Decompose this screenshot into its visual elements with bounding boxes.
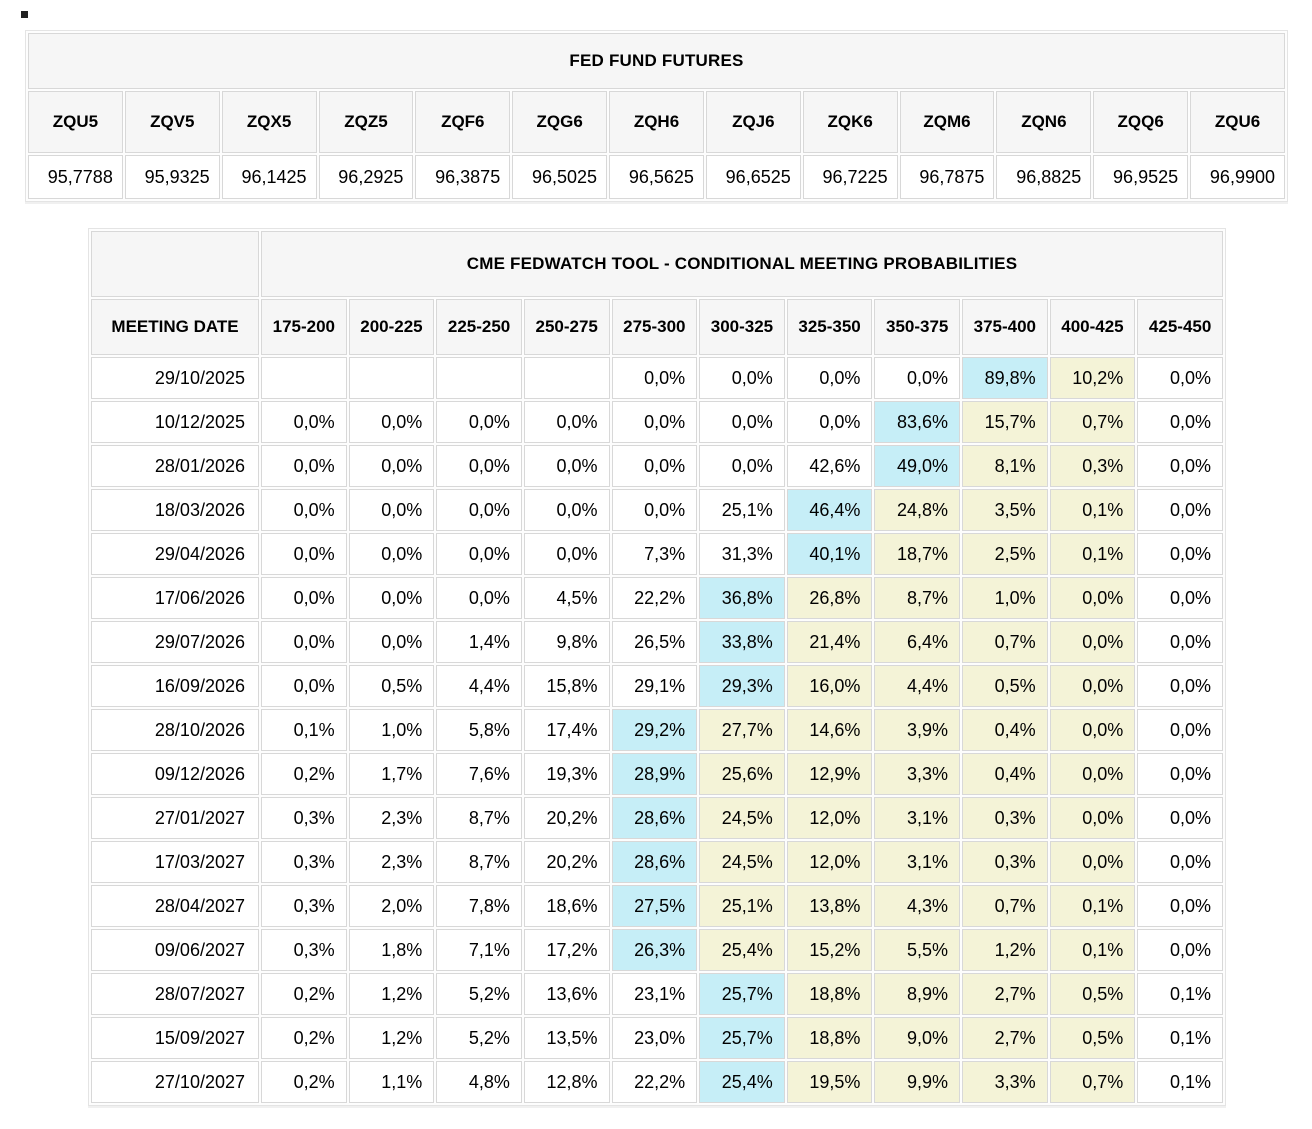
meeting-row-28-04-2027: [91, 885, 1223, 927]
probability-cell-275-300: 22,2%: [612, 577, 698, 619]
futures-price-zqu6: 96,9900: [1190, 155, 1285, 199]
probability-cell-425-450: 0,0%: [1137, 445, 1223, 487]
meeting-date: 09/06/2027: [91, 929, 259, 971]
probability-cell-375-400: 0,5%: [962, 665, 1048, 707]
probability-cell-425-450: 0,0%: [1137, 753, 1223, 795]
probability-cell-325-350: 18,8%: [787, 973, 873, 1015]
futures-price-zqz5: 96,2925: [319, 155, 414, 199]
probability-cell-375-400: 0,7%: [962, 621, 1048, 663]
probability-cell-375-400: 2,7%: [962, 973, 1048, 1015]
probability-cell-325-350: 46,4%: [787, 489, 873, 531]
probability-cell-375-400: 0,4%: [962, 709, 1048, 751]
probability-cell-400-425: 0,0%: [1050, 709, 1136, 751]
probability-cell-275-300: 29,1%: [612, 665, 698, 707]
futures-contract-zqm6: ZQM6: [900, 91, 995, 153]
probability-cell-350-375: 18,7%: [874, 533, 960, 575]
probability-cell-300-325: 36,8%: [699, 577, 785, 619]
screenshot-corner-artifact: [21, 11, 28, 18]
meeting-date: 10/12/2025: [91, 401, 259, 443]
meeting-date: 16/09/2026: [91, 665, 259, 707]
futures-price-zqv5: 95,9325: [125, 155, 220, 199]
probability-cell-275-300: 29,2%: [612, 709, 698, 751]
probability-cell-400-425: 0,1%: [1050, 489, 1136, 531]
probability-cell-200-225: 0,0%: [349, 489, 435, 531]
probability-cell-200-225: 0,5%: [349, 665, 435, 707]
fed-fund-futures-table: [25, 30, 1288, 202]
probability-cell-375-400: 0,3%: [962, 797, 1048, 839]
probability-cell-250-275: 9,8%: [524, 621, 610, 663]
probability-cell-400-425: 0,1%: [1050, 533, 1136, 575]
probability-cell-400-425: 0,7%: [1050, 1061, 1136, 1103]
fedwatch-table-head: [91, 231, 1223, 355]
probability-cell-400-425: 0,3%: [1050, 445, 1136, 487]
rate-range-header-300-325: 300-325: [699, 299, 785, 355]
probability-cell-400-425: 0,1%: [1050, 929, 1136, 971]
probability-cell-325-350: 21,4%: [787, 621, 873, 663]
probability-cell-250-275: 12,8%: [524, 1061, 610, 1103]
probability-cell-400-425: 0,0%: [1050, 621, 1136, 663]
probability-cell-200-225: 2,3%: [349, 797, 435, 839]
probability-cell-350-375: 0,0%: [874, 357, 960, 399]
meeting-date-header: MEETING DATE: [91, 299, 259, 355]
probability-cell-425-450: 0,0%: [1137, 577, 1223, 619]
meeting-row-15-09-2027: [91, 1017, 1223, 1059]
rate-range-header-350-375: 350-375: [874, 299, 960, 355]
probability-cell-250-275: 15,8%: [524, 665, 610, 707]
probability-cell-175-200: 0,3%: [261, 797, 347, 839]
fedwatch-table-title: CME FEDWATCH TOOL - CONDITIONAL MEETING PROBABILITIES: [261, 231, 1223, 297]
probability-cell-200-225: [349, 357, 435, 399]
futures-price-zqm6: 96,7875: [900, 155, 995, 199]
futures-contract-zqj6: ZQJ6: [706, 91, 801, 153]
probability-cell-250-275: 20,2%: [524, 841, 610, 883]
probability-cell-325-350: 12,0%: [787, 797, 873, 839]
probability-cell-425-450: 0,0%: [1137, 885, 1223, 927]
probability-cell-175-200: 0,3%: [261, 885, 347, 927]
meeting-date: 15/09/2027: [91, 1017, 259, 1059]
meeting-date: 17/03/2027: [91, 841, 259, 883]
probability-cell-300-325: 31,3%: [699, 533, 785, 575]
probability-cell-325-350: 0,0%: [787, 357, 873, 399]
probability-cell-200-225: 1,1%: [349, 1061, 435, 1103]
futures-contract-zqq6: ZQQ6: [1093, 91, 1188, 153]
probability-cell-300-325: 25,4%: [699, 1061, 785, 1103]
futures-price-zqf6: 96,3875: [415, 155, 510, 199]
probability-cell-200-225: 2,3%: [349, 841, 435, 883]
probability-cell-375-400: 3,3%: [962, 1061, 1048, 1103]
meeting-date: 09/12/2026: [91, 753, 259, 795]
probability-cell-350-375: 3,3%: [874, 753, 960, 795]
probability-cell-225-250: 0,0%: [436, 401, 522, 443]
probability-cell-300-325: 24,5%: [699, 841, 785, 883]
meeting-row-27-10-2027: [91, 1061, 1223, 1103]
probability-cell-225-250: 0,0%: [436, 445, 522, 487]
probability-cell-225-250: 4,8%: [436, 1061, 522, 1103]
probability-cell-325-350: 0,0%: [787, 401, 873, 443]
meeting-date: 29/10/2025: [91, 357, 259, 399]
futures-contract-zqu5: ZQU5: [28, 91, 123, 153]
probability-cell-200-225: 1,8%: [349, 929, 435, 971]
futures-title-row: [28, 33, 1285, 89]
probability-cell-325-350: 42,6%: [787, 445, 873, 487]
meeting-date: 28/07/2027: [91, 973, 259, 1015]
futures-price-zqq6: 96,9525: [1093, 155, 1188, 199]
probability-cell-225-250: 8,7%: [436, 841, 522, 883]
probability-cell-425-450: 0,0%: [1137, 709, 1223, 751]
futures-contract-zqk6: ZQK6: [803, 91, 898, 153]
probability-cell-300-325: 25,4%: [699, 929, 785, 971]
probability-cell-350-375: 5,5%: [874, 929, 960, 971]
meeting-date: 17/06/2026: [91, 577, 259, 619]
futures-value-row: [28, 155, 1285, 199]
probability-cell-200-225: 1,7%: [349, 753, 435, 795]
probability-cell-300-325: 25,6%: [699, 753, 785, 795]
probability-cell-200-225: 0,0%: [349, 445, 435, 487]
futures-contract-zqh6: ZQH6: [609, 91, 704, 153]
futures-price-zqk6: 96,7225: [803, 155, 898, 199]
probability-cell-325-350: 12,9%: [787, 753, 873, 795]
probability-cell-325-350: 15,2%: [787, 929, 873, 971]
probability-cell-175-200: 0,2%: [261, 1017, 347, 1059]
meeting-date: 28/04/2027: [91, 885, 259, 927]
fedwatch-title-row: [91, 231, 1223, 297]
probability-cell-375-400: 1,0%: [962, 577, 1048, 619]
probability-cell-350-375: 8,9%: [874, 973, 960, 1015]
probability-cell-375-400: 2,5%: [962, 533, 1048, 575]
probability-cell-175-200: 0,0%: [261, 445, 347, 487]
probability-cell-325-350: 18,8%: [787, 1017, 873, 1059]
meeting-row-16-09-2026: [91, 665, 1223, 707]
probability-cell-250-275: 0,0%: [524, 533, 610, 575]
probability-cell-350-375: 4,3%: [874, 885, 960, 927]
rate-range-header-425-450: 425-450: [1137, 299, 1223, 355]
probability-cell-300-325: 25,7%: [699, 973, 785, 1015]
probability-cell-225-250: [436, 357, 522, 399]
probability-cell-350-375: 8,7%: [874, 577, 960, 619]
probability-cell-200-225: 1,2%: [349, 973, 435, 1015]
meeting-row-29-04-2026: [91, 533, 1223, 575]
futures-contract-zqn6: ZQN6: [996, 91, 1091, 153]
probability-cell-350-375: 9,0%: [874, 1017, 960, 1059]
probability-cell-250-275: 13,5%: [524, 1017, 610, 1059]
meeting-date: 28/01/2026: [91, 445, 259, 487]
futures-contract-zqz5: ZQZ5: [319, 91, 414, 153]
probability-cell-300-325: 25,7%: [699, 1017, 785, 1059]
probability-cell-175-200: 0,2%: [261, 1061, 347, 1103]
probability-cell-225-250: 7,1%: [436, 929, 522, 971]
probability-cell-425-450: 0,0%: [1137, 357, 1223, 399]
futures-contract-zqu6: ZQU6: [1190, 91, 1285, 153]
probability-cell-300-325: 0,0%: [699, 401, 785, 443]
probability-cell-425-450: 0,0%: [1137, 621, 1223, 663]
probability-cell-425-450: 0,1%: [1137, 973, 1223, 1015]
probability-cell-200-225: 1,2%: [349, 1017, 435, 1059]
probability-cell-325-350: 13,8%: [787, 885, 873, 927]
futures-contract-zqf6: ZQF6: [415, 91, 510, 153]
meeting-date: 29/04/2026: [91, 533, 259, 575]
probability-cell-325-350: 12,0%: [787, 841, 873, 883]
probability-cell-175-200: 0,0%: [261, 401, 347, 443]
rate-range-header-375-400: 375-400: [962, 299, 1048, 355]
probability-cell-250-275: 4,5%: [524, 577, 610, 619]
probability-cell-175-200: 0,0%: [261, 577, 347, 619]
probability-cell-425-450: 0,0%: [1137, 489, 1223, 531]
probability-cell-250-275: 0,0%: [524, 489, 610, 531]
probability-cell-250-275: 19,3%: [524, 753, 610, 795]
probability-cell-225-250: 1,4%: [436, 621, 522, 663]
probability-cell-325-350: 26,8%: [787, 577, 873, 619]
probability-cell-175-200: 0,1%: [261, 709, 347, 751]
probability-cell-300-325: 0,0%: [699, 357, 785, 399]
meeting-row-17-06-2026: [91, 577, 1223, 619]
probability-cell-200-225: 0,0%: [349, 577, 435, 619]
probability-cell-375-400: 8,1%: [962, 445, 1048, 487]
probability-cell-400-425: 0,0%: [1050, 797, 1136, 839]
rate-range-header-400-425: 400-425: [1050, 299, 1136, 355]
probability-cell-275-300: 22,2%: [612, 1061, 698, 1103]
probability-cell-250-275: 18,6%: [524, 885, 610, 927]
futures-contract-zqv5: ZQV5: [125, 91, 220, 153]
futures-table-head: [28, 33, 1285, 153]
probability-cell-225-250: 4,4%: [436, 665, 522, 707]
futures-price-zqu5: 95,7788: [28, 155, 123, 199]
futures-price-zqg6: 96,5025: [512, 155, 607, 199]
probability-cell-375-400: 89,8%: [962, 357, 1048, 399]
probability-cell-225-250: 0,0%: [436, 489, 522, 531]
probability-cell-275-300: 7,3%: [612, 533, 698, 575]
meeting-date: 18/03/2026: [91, 489, 259, 531]
probability-cell-250-275: [524, 357, 610, 399]
probability-cell-300-325: 29,3%: [699, 665, 785, 707]
probability-cell-425-450: 0,0%: [1137, 797, 1223, 839]
probability-cell-300-325: 24,5%: [699, 797, 785, 839]
probability-cell-350-375: 49,0%: [874, 445, 960, 487]
probability-cell-300-325: 33,8%: [699, 621, 785, 663]
probability-cell-275-300: 0,0%: [612, 489, 698, 531]
futures-price-zqh6: 96,5625: [609, 155, 704, 199]
probability-cell-300-325: 0,0%: [699, 445, 785, 487]
probability-cell-425-450: 0,0%: [1137, 533, 1223, 575]
probability-cell-275-300: 27,5%: [612, 885, 698, 927]
probability-cell-275-300: 28,6%: [612, 841, 698, 883]
probability-cell-375-400: 0,7%: [962, 885, 1048, 927]
probability-cell-425-450: 0,0%: [1137, 665, 1223, 707]
probability-cell-375-400: 3,5%: [962, 489, 1048, 531]
probability-cell-300-325: 25,1%: [699, 489, 785, 531]
meeting-row-18-03-2026: [91, 489, 1223, 531]
probability-cell-375-400: 0,4%: [962, 753, 1048, 795]
probability-cell-400-425: 0,7%: [1050, 401, 1136, 443]
probability-cell-250-275: 17,2%: [524, 929, 610, 971]
probability-cell-350-375: 83,6%: [874, 401, 960, 443]
probability-cell-350-375: 4,4%: [874, 665, 960, 707]
cme-fedwatch-table: [88, 228, 1226, 1106]
probability-cell-350-375: 3,1%: [874, 797, 960, 839]
probability-cell-400-425: 10,2%: [1050, 357, 1136, 399]
futures-header-row: [28, 91, 1285, 153]
fedwatch-table-body: [91, 357, 1223, 1103]
probability-cell-250-275: 0,0%: [524, 401, 610, 443]
meeting-row-09-06-2027: [91, 929, 1223, 971]
probability-cell-225-250: 5,2%: [436, 973, 522, 1015]
meeting-date: 27/10/2027: [91, 1061, 259, 1103]
probability-cell-225-250: 8,7%: [436, 797, 522, 839]
rate-range-header-200-225: 200-225: [349, 299, 435, 355]
futures-contract-zqg6: ZQG6: [512, 91, 607, 153]
meeting-row-29-07-2026: [91, 621, 1223, 663]
probability-cell-200-225: 1,0%: [349, 709, 435, 751]
probability-cell-350-375: 6,4%: [874, 621, 960, 663]
probability-cell-225-250: 7,6%: [436, 753, 522, 795]
probability-cell-175-200: 0,0%: [261, 621, 347, 663]
meeting-row-10-12-2025: [91, 401, 1223, 443]
probability-cell-275-300: 26,3%: [612, 929, 698, 971]
probability-cell-175-200: 0,3%: [261, 841, 347, 883]
probability-cell-175-200: 0,2%: [261, 753, 347, 795]
probability-cell-425-450: 0,0%: [1137, 401, 1223, 443]
rate-range-header-325-350: 325-350: [787, 299, 873, 355]
probability-cell-175-200: 0,0%: [261, 489, 347, 531]
probability-cell-275-300: 23,0%: [612, 1017, 698, 1059]
probability-cell-175-200: [261, 357, 347, 399]
probability-cell-400-425: 0,0%: [1050, 841, 1136, 883]
probability-cell-225-250: 5,8%: [436, 709, 522, 751]
probability-cell-225-250: 5,2%: [436, 1017, 522, 1059]
probability-cell-375-400: 1,2%: [962, 929, 1048, 971]
probability-cell-300-325: 25,1%: [699, 885, 785, 927]
probability-cell-250-275: 17,4%: [524, 709, 610, 751]
probability-cell-200-225: 0,0%: [349, 401, 435, 443]
probability-cell-350-375: 3,1%: [874, 841, 960, 883]
probability-cell-350-375: 9,9%: [874, 1061, 960, 1103]
probability-cell-325-350: 16,0%: [787, 665, 873, 707]
probability-cell-400-425: 0,5%: [1050, 973, 1136, 1015]
rate-range-header-175-200: 175-200: [261, 299, 347, 355]
probability-cell-275-300: 28,9%: [612, 753, 698, 795]
probability-cell-250-275: 13,6%: [524, 973, 610, 1015]
probability-cell-425-450: 0,0%: [1137, 929, 1223, 971]
probability-cell-175-200: 0,0%: [261, 665, 347, 707]
probability-cell-275-300: 28,6%: [612, 797, 698, 839]
meeting-row-27-01-2027: [91, 797, 1223, 839]
futures-price-zqn6: 96,8825: [996, 155, 1091, 199]
probability-cell-175-200: 0,3%: [261, 929, 347, 971]
meeting-date: 27/01/2027: [91, 797, 259, 839]
probability-cell-375-400: 15,7%: [962, 401, 1048, 443]
meeting-row-28-01-2026: [91, 445, 1223, 487]
futures-table-title: FED FUND FUTURES: [28, 33, 1285, 89]
probability-cell-275-300: 26,5%: [612, 621, 698, 663]
probability-cell-300-325: 27,7%: [699, 709, 785, 751]
meeting-row-09-12-2026: [91, 753, 1223, 795]
probability-cell-225-250: 7,8%: [436, 885, 522, 927]
probability-cell-350-375: 24,8%: [874, 489, 960, 531]
fedwatch-corner-cell: [91, 231, 259, 297]
meeting-row-17-03-2027: [91, 841, 1223, 883]
probability-cell-400-425: 0,0%: [1050, 577, 1136, 619]
fedwatch-header-row: [91, 299, 1223, 355]
rate-range-header-225-250: 225-250: [436, 299, 522, 355]
probability-cell-325-350: 40,1%: [787, 533, 873, 575]
probability-cell-250-275: 0,0%: [524, 445, 610, 487]
probability-cell-325-350: 14,6%: [787, 709, 873, 751]
probability-cell-200-225: 2,0%: [349, 885, 435, 927]
probability-cell-425-450: 0,0%: [1137, 841, 1223, 883]
probability-cell-275-300: 0,0%: [612, 445, 698, 487]
futures-contract-zqx5: ZQX5: [222, 91, 317, 153]
probability-cell-375-400: 2,7%: [962, 1017, 1048, 1059]
probability-cell-400-425: 0,0%: [1050, 753, 1136, 795]
futures-price-zqx5: 96,1425: [222, 155, 317, 199]
probability-cell-400-425: 0,1%: [1050, 885, 1136, 927]
probability-cell-175-200: 0,2%: [261, 973, 347, 1015]
probability-cell-400-425: 0,0%: [1050, 665, 1136, 707]
probability-cell-200-225: 0,0%: [349, 533, 435, 575]
meeting-row-28-10-2026: [91, 709, 1223, 751]
probability-cell-225-250: 0,0%: [436, 577, 522, 619]
probability-cell-200-225: 0,0%: [349, 621, 435, 663]
meeting-row-29-10-2025: [91, 357, 1223, 399]
rate-range-header-275-300: 275-300: [612, 299, 698, 355]
probability-cell-325-350: 19,5%: [787, 1061, 873, 1103]
futures-table-body: [28, 155, 1285, 199]
probability-cell-275-300: 0,0%: [612, 401, 698, 443]
probability-cell-225-250: 0,0%: [436, 533, 522, 575]
futures-price-zqj6: 96,6525: [706, 155, 801, 199]
probability-cell-175-200: 0,0%: [261, 533, 347, 575]
probability-cell-375-400: 0,3%: [962, 841, 1048, 883]
probability-cell-425-450: 0,1%: [1137, 1017, 1223, 1059]
rate-range-header-250-275: 250-275: [524, 299, 610, 355]
probability-cell-400-425: 0,5%: [1050, 1017, 1136, 1059]
meeting-date: 29/07/2026: [91, 621, 259, 663]
meeting-row-28-07-2027: [91, 973, 1223, 1015]
meeting-date: 28/10/2026: [91, 709, 259, 751]
probability-cell-250-275: 20,2%: [524, 797, 610, 839]
probability-cell-275-300: 23,1%: [612, 973, 698, 1015]
probability-cell-350-375: 3,9%: [874, 709, 960, 751]
probability-cell-275-300: 0,0%: [612, 357, 698, 399]
probability-cell-425-450: 0,1%: [1137, 1061, 1223, 1103]
